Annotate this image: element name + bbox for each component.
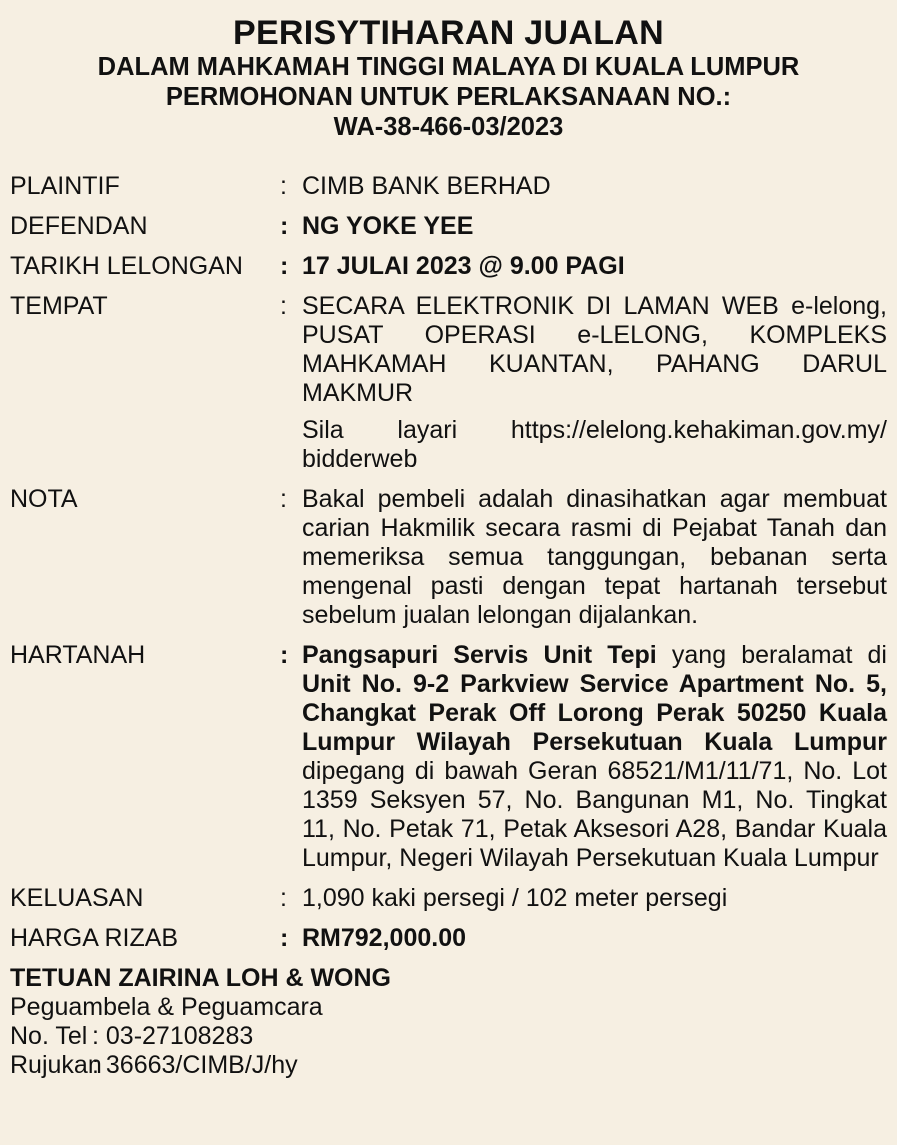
plaintif-label: PLAINTIF (10, 172, 120, 200)
row-nota (10, 485, 887, 630)
case-number: WA-38-466-03/2023 (333, 113, 564, 141)
property-title-details: dipegang di bawah Geran 68521/M1/11/71, No. Lot 1359 Seksyen 57, No. Bangunan M1, No. Tingkat 11, No. Petak 71, Petak Aksesori A28, Bandar Kuala Lumpur, Negeri Wilayah Persekutuan Kuala Lumpur (302, 757, 887, 872)
tempat-website-note: Sila layari https://elelong.kehakiman.gov.my/ bidderweb (302, 416, 887, 473)
hartanah-label: HARTANAH (10, 641, 146, 669)
tarikh-label: TARIKH LELONGAN (10, 252, 243, 280)
tempat-label: TEMPAT (10, 292, 108, 320)
ref-value: : 36663/CIMB/J/hy (92, 1051, 298, 1079)
firm-reference (10, 1051, 887, 1080)
tempat-value-block (302, 292, 887, 474)
firm-name: TETUAN ZAIRINA LOH & WONG (10, 964, 391, 992)
colon-separator: : (280, 884, 287, 912)
hartanah-value (302, 641, 887, 873)
court-name: DALAM MAHKAMAH TINGGI MALAYA DI KUALA LUMPUR (97, 53, 800, 81)
harga-label: HARGA RIZAB (10, 924, 179, 952)
tel-label: No. Tel (10, 1022, 88, 1050)
tarikh-value: 17 JULAI 2023 @ 9.00 PAGI (302, 252, 625, 280)
row-plaintif (10, 172, 887, 201)
tel-value: : 03-27108283 (92, 1022, 254, 1050)
colon-separator: : (280, 292, 287, 320)
row-hartanah (10, 641, 887, 873)
defendan-value: NG YOKE YEE (302, 212, 474, 240)
nota-value: Bakal pembeli adalah dinasihatkan agar membuat carian Hakmilik secara rasmi di Pejabat Tanah dan memeriksa semua tanggungan, bebanan serta mengenal pasti dengan tepat hartanah tersebut sebelum jualan lelongan dijalankan. (302, 485, 887, 629)
row-defendan (10, 212, 887, 241)
property-type: Pangsapuri Servis Unit Tepi (302, 641, 657, 669)
firm-role: Peguambela & Peguamcara (10, 993, 323, 1021)
defendan-label: DEFENDAN (10, 212, 148, 240)
harga-value: RM792,000.00 (302, 924, 467, 952)
row-tarikh-lelongan (10, 252, 887, 281)
colon-separator: : (280, 485, 287, 513)
nota-label: NOTA (10, 485, 78, 513)
colon-separator: : (280, 212, 289, 240)
tempat-value: SECARA ELEKTRONIK DI LAMAN WEB e-lelong, PUSAT OPERASI e-LELONG, KOMPLEKS MAHKAMAH KUANTAN, PAHANG DARUL MAKMUR (302, 292, 887, 407)
firm-telephone (10, 1022, 887, 1051)
keluasan-value: 1,090 kaki persegi / 102 meter persegi (302, 884, 728, 912)
row-tempat (10, 292, 887, 474)
property-address: Unit No. 9-2 Parkview Service Apartment No. 5, Changkat Perak Off Lorong Perak 50250 Kuala Lumpur Wilayah Persekutuan Kuala Lumpur (302, 670, 887, 756)
notice-title: PERISYTIHARAN JUALAN (232, 14, 665, 52)
row-harga-rizab (10, 924, 887, 953)
colon-separator: : (280, 641, 289, 669)
notice-details (10, 172, 887, 953)
colon-separator: : (280, 924, 289, 952)
notice-header (10, 14, 887, 142)
keluasan-label: KELUASAN (10, 884, 144, 912)
ref-label: Rujukan (10, 1051, 102, 1079)
row-keluasan (10, 884, 887, 913)
law-firm-block (10, 964, 887, 1080)
colon-separator: : (280, 252, 289, 280)
colon-separator: : (280, 172, 287, 200)
property-text-1: yang beralamat di (656, 641, 887, 669)
plaintif-value: CIMB BANK BERHAD (302, 172, 551, 200)
application-heading: PERMOHONAN UNTUK PERLAKSANAAN NO.: (165, 83, 732, 111)
